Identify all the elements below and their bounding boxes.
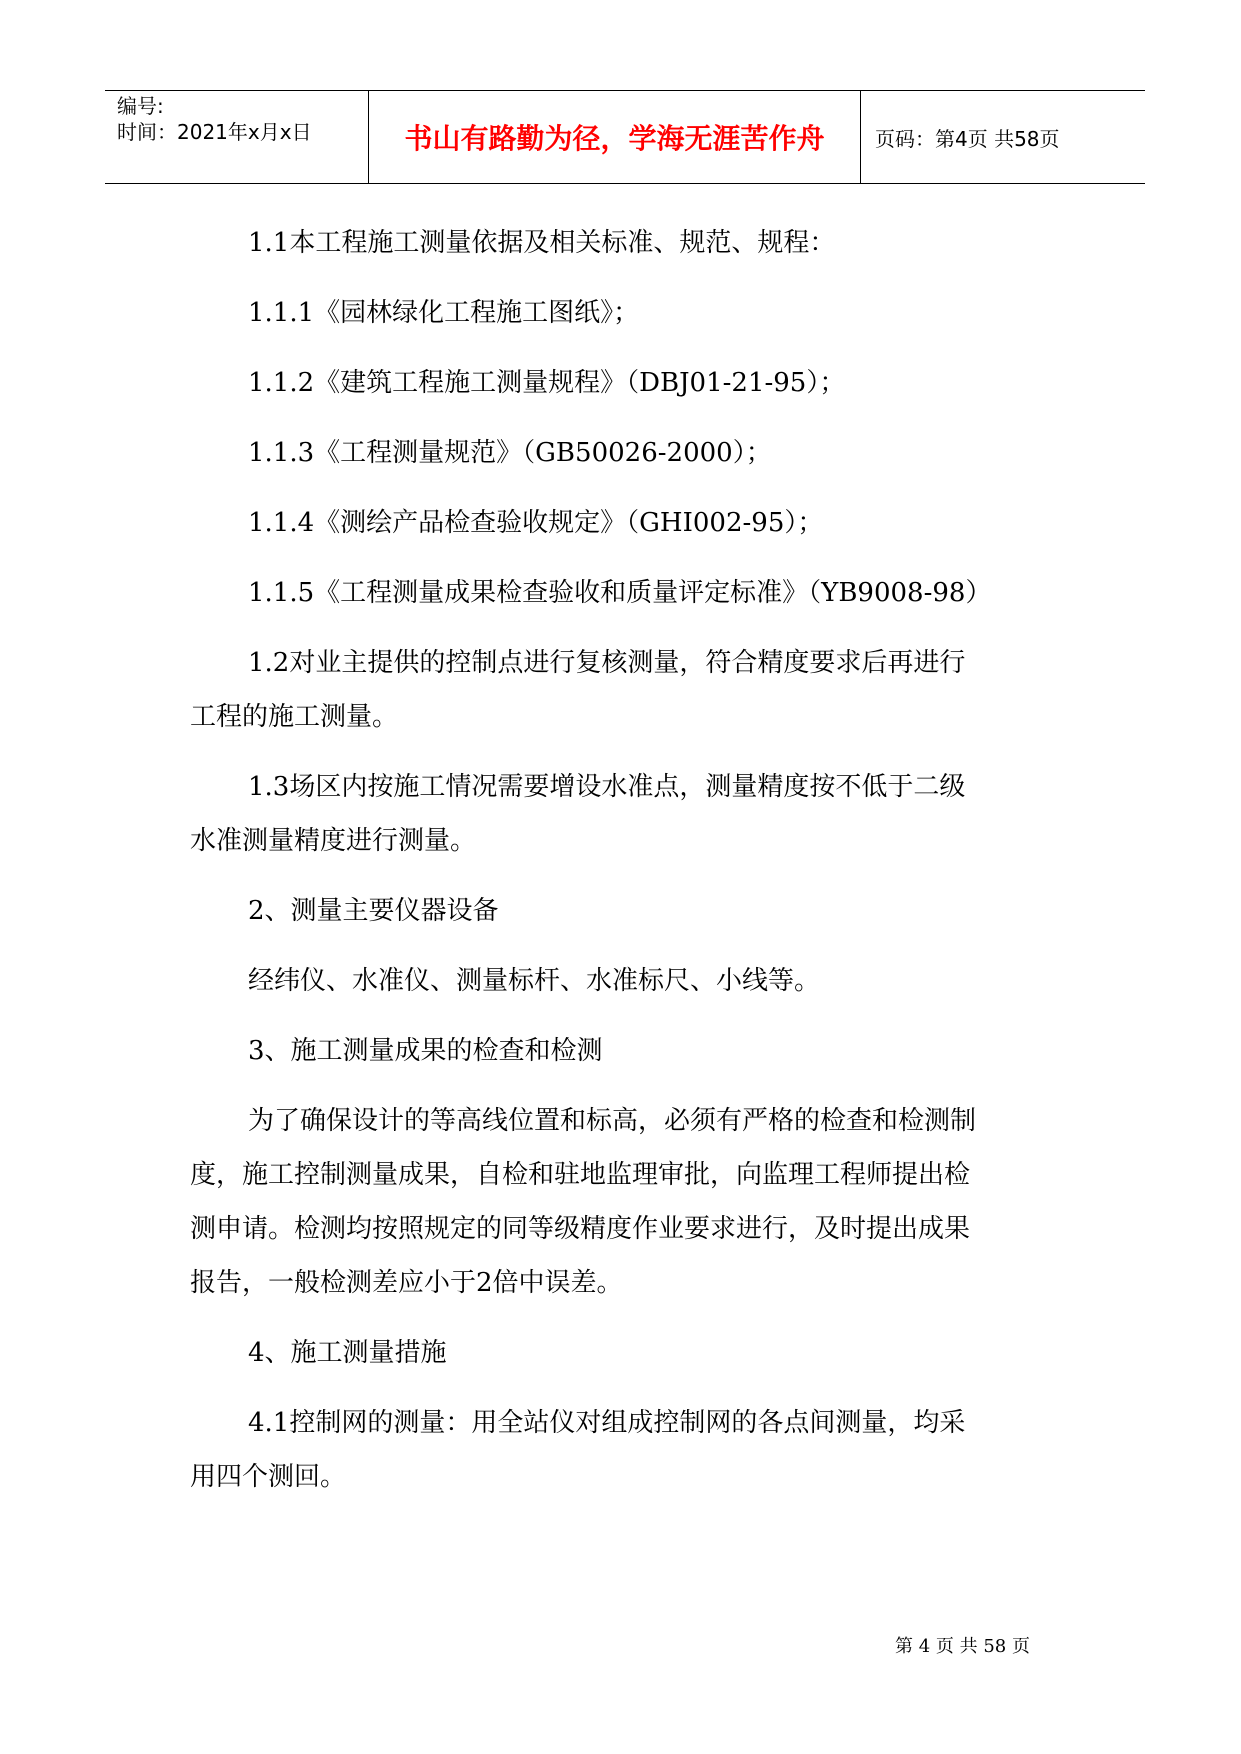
header-page-info: 页码：第4页 共58页: [875, 126, 1060, 151]
header-divider: [860, 91, 861, 183]
paragraph: 1.1.2《建筑工程施工测量规程》（DBJ01-21-95）；: [248, 368, 846, 398]
header-meta: [117, 91, 367, 183]
paragraph: 用四个测回。: [190, 1462, 347, 1492]
section-heading: 2、测量主要仪器设备: [248, 896, 499, 926]
paragraph: 1.1本工程施工测量依据及相关标准、规范、规程：: [248, 228, 836, 258]
section-heading: 3、施工测量成果的检查和检测: [248, 1036, 603, 1066]
paragraph: 工程的施工测量。: [190, 702, 399, 732]
page-header: [105, 90, 1145, 184]
paragraph: 1.1.4《测绘产品检查验收规定》（GHI002-95）；: [248, 508, 824, 538]
page-footer: 第 4 页 共 58 页: [895, 1636, 1030, 1657]
paragraph: 水准测量精度进行测量。: [190, 826, 477, 856]
paragraph: 报告，一般检测差应小于2倍中误差。: [190, 1268, 623, 1298]
paragraph: 1.2对业主提供的控制点进行复核测量，符合精度要求后再进行: [248, 648, 966, 678]
header-motto: 书山有路勤为径，学海无涯苦作舟: [404, 122, 825, 155]
paragraph: 测申请。检测均按照规定的同等级精度作业要求进行，及时提出成果: [190, 1214, 971, 1244]
serial-label: 编号:: [117, 94, 164, 118]
time-label: 时间：2021年x月x日: [117, 120, 312, 144]
paragraph: 经纬仪、水准仪、测量标杆、水准标尺、小线等。: [248, 966, 821, 996]
paragraph: 1.1.3《工程测量规范》（GB50026-2000）；: [248, 438, 772, 468]
paragraph: 4.1控制网的测量：用全站仪对组成控制网的各点间测量，均采: [248, 1408, 966, 1438]
paragraph: 度，施工控制测量成果，自检和驻地监理审批，向监理工程师提出检: [190, 1160, 971, 1190]
paragraph: 1.1.1《园林绿化工程施工图纸》；: [248, 298, 640, 328]
paragraph: 为了确保设计的等高线位置和标高，必须有严格的检查和检测制: [248, 1106, 977, 1136]
paragraph: 1.3场区内按施工情况需要增设水准点，测量精度按不低于二级: [248, 772, 966, 802]
paragraph: 1.1.5《工程测量成果检查验收和质量评定标准》（YB9008-98）: [248, 578, 992, 608]
section-heading: 4、施工测量措施: [248, 1338, 447, 1368]
